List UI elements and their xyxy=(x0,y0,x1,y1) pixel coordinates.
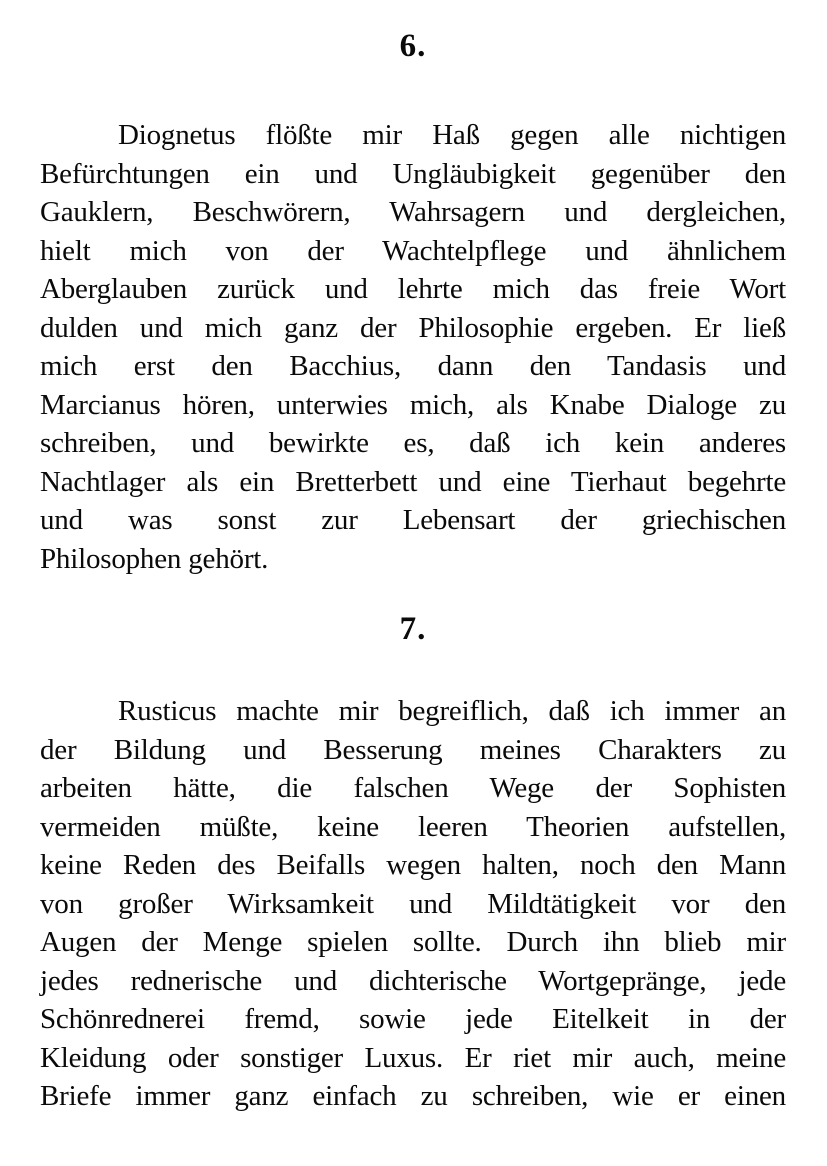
text-line: und was sonst zur Lebensart der griechischen xyxy=(40,504,786,536)
text-line: Befürchtungen ein und Ungläubigkeit gegenüber den xyxy=(40,157,786,190)
text-line: hielt mich von der Wachtelpflege und ähnlichem xyxy=(40,234,786,267)
text-line: mich erst den Bacchius, dann den Tandasis und xyxy=(40,350,786,382)
text-line: Aberglauben zurück und lehrte mich das freie Wort xyxy=(40,273,786,305)
text-line: schreiben, und bewirkte es, daß ich kein anderes xyxy=(40,427,786,459)
text-line: der Bildung und Besserung meines Charakters zu xyxy=(40,733,786,766)
text-line: Nachtlager als ein Bretterbett und eine Tierhaut begehrte xyxy=(40,465,786,498)
text-line: Philosophen gehört. xyxy=(40,542,269,575)
text-line: keine Reden des Beifalls wegen halten, noch den Mann xyxy=(40,849,786,881)
text-line: Augen der Menge spielen sollte. Durch ihn blieb mir xyxy=(40,926,786,958)
text-line: Marcianus hören, unterwies mich, als Knabe Dialoge zu xyxy=(40,388,786,421)
text-line: vermeiden müßte, keine leeren Theorien aufstellen, xyxy=(40,810,786,843)
paragraph-section-6 xyxy=(40,116,786,578)
text-line: Schönrednerei fremd, sowie jede Eitelkeit in der xyxy=(40,1003,786,1035)
text-line: Kleidung oder sonstiger Luxus. Er riet mir auch, meine xyxy=(40,1041,786,1074)
text-line: von großer Wirksamkeit und Mildtätigkeit vor den xyxy=(40,887,786,920)
text-line: arbeiten hätte, die falschen Wege der Sophisten xyxy=(40,772,786,804)
text-line: Briefe immer ganz einfach zu schreiben, wie er einen xyxy=(40,1080,786,1112)
paragraph-section-7 xyxy=(40,692,786,1116)
text-line: Rusticus machte mir begreiflich, daß ich immer an xyxy=(118,695,786,727)
text-line: jedes rednerische und dichterische Wortgepränge, jede xyxy=(40,964,786,997)
text-line: dulden und mich ganz der Philosophie ergeben. Er ließ xyxy=(40,311,786,344)
text-line: Diognetus flößte mir Haß gegen alle nichtigen xyxy=(118,119,786,151)
section-heading-7: 7. xyxy=(399,611,427,647)
text-line: Gauklern, Beschwörern, Wahrsagern und dergleichen, xyxy=(40,196,786,228)
section-heading-6: 6. xyxy=(399,28,427,64)
